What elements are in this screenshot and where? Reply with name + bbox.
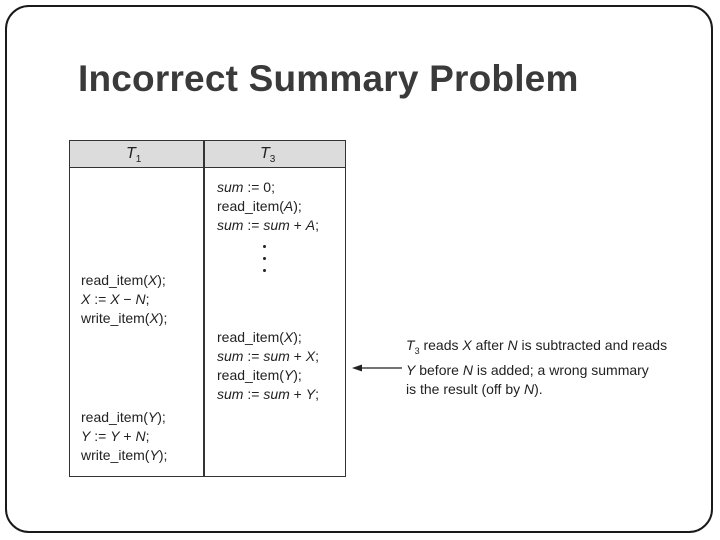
note-line-1: $T_3$ reads X after N is subtracted and reads <box>406 337 668 356</box>
t1-op-read-y: read_item(Y); <box>81 409 166 425</box>
t3-op-read-y: read_item(Y); <box>217 367 302 383</box>
t3-op-read-x: read_item(X); <box>217 329 302 345</box>
left-arrow-icon <box>352 363 404 373</box>
t1-op-write-x: write_item(X); <box>81 310 168 326</box>
ellipsis-dot <box>263 269 266 272</box>
t3-op-sum-init: sum := 0; <box>217 179 275 195</box>
t3-op-sum-add-a: sum := sum + A; <box>217 217 319 233</box>
table-header-row <box>70 141 345 168</box>
note-line-2: Y before N is added; a wrong summary <box>406 361 649 378</box>
annotation-note <box>406 336 667 399</box>
schedule-table <box>69 140 346 477</box>
t3-op-sum-add-y: sum := sum + Y; <box>217 386 319 402</box>
t3-op-read-a: read_item(A); <box>217 198 302 214</box>
note-line-3: is the result (off by N). <box>406 380 543 397</box>
t3-op-sum-add-x: sum := sum + X; <box>217 348 319 364</box>
t1-op-write-y: write_item(Y); <box>81 447 168 463</box>
slide-title: Incorrect Summary Problem <box>78 58 579 99</box>
t1-op-x-minus-n: X := X − N; <box>81 291 150 307</box>
column-header-t3: $T_3$ <box>260 145 276 166</box>
ellipsis-dot <box>263 245 266 248</box>
column-divider <box>203 141 205 476</box>
ellipsis-dot <box>263 257 266 260</box>
t1-op-y-plus-n: Y := Y + N; <box>81 428 150 444</box>
column-header-t1: $T_1$ <box>126 145 142 166</box>
t1-op-read-x: read_item(X); <box>81 272 166 288</box>
